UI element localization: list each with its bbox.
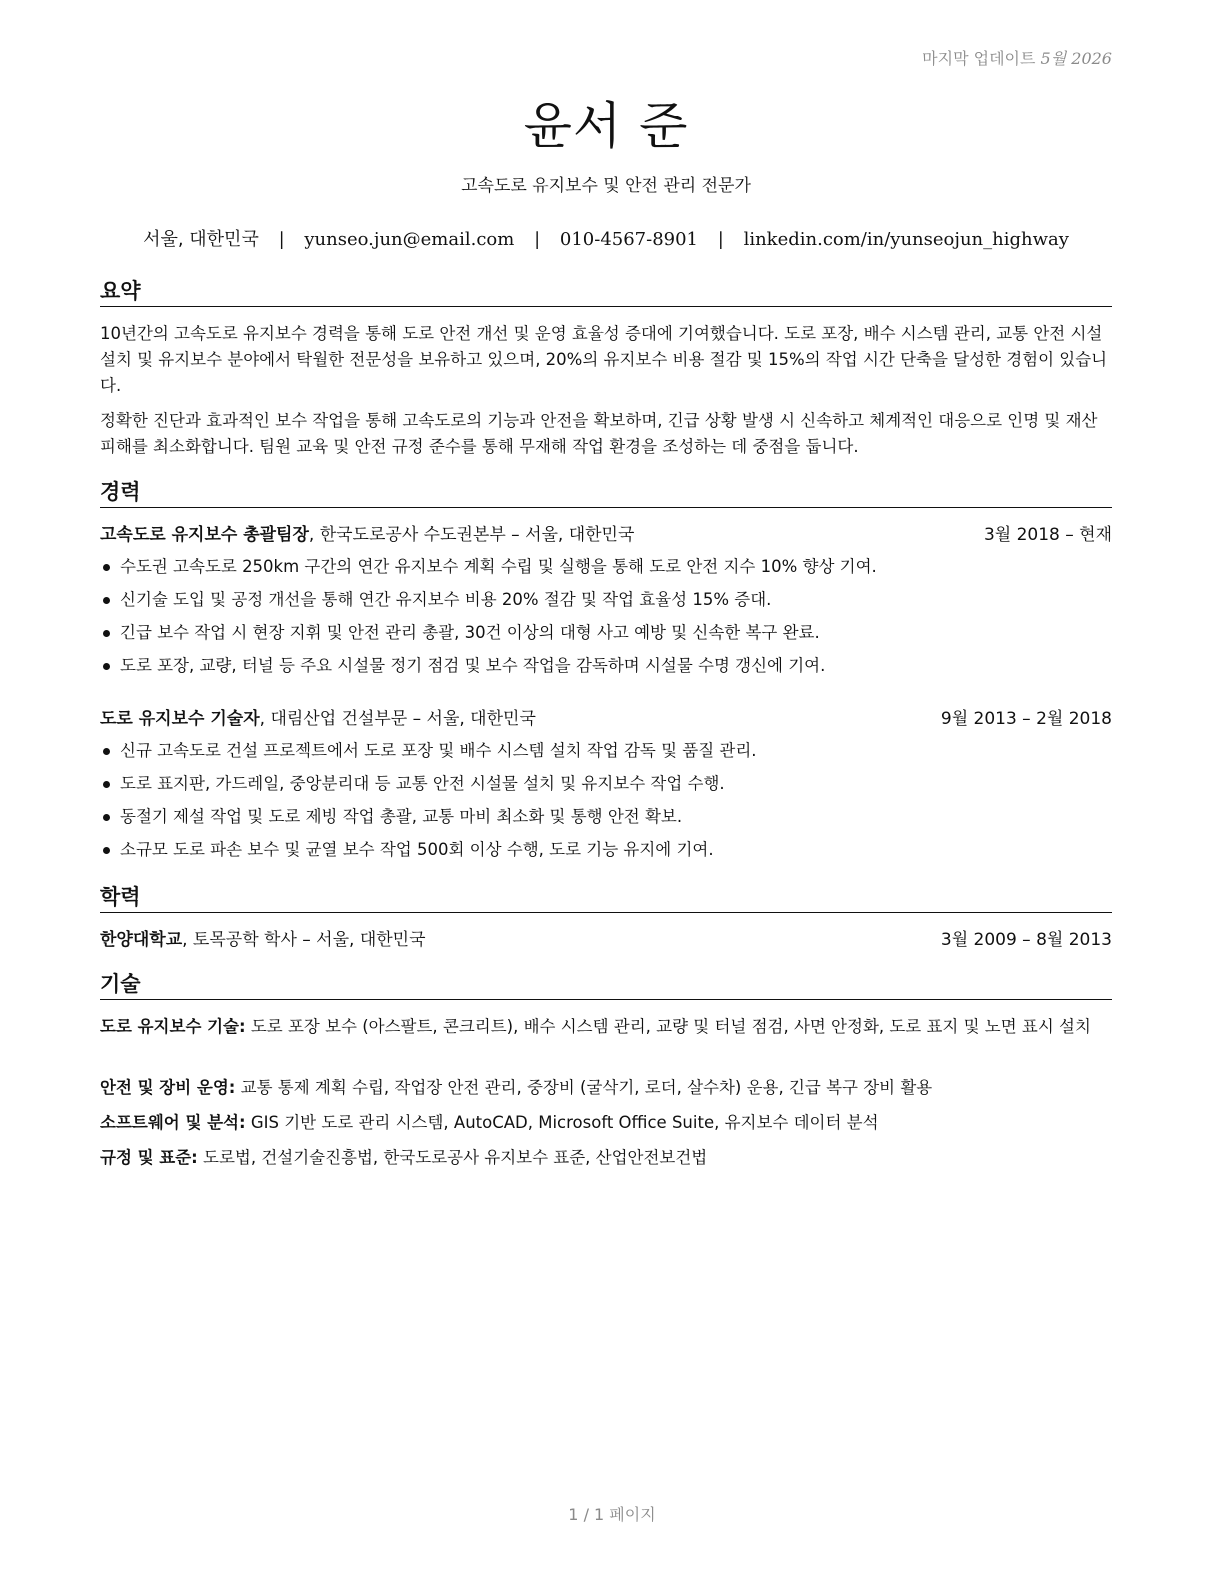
contact-line	[100, 225, 1112, 251]
bullet-icon	[103, 748, 110, 755]
job-bullet	[100, 800, 1112, 833]
job-bullet	[100, 767, 1112, 800]
job-role: 고속도로 유지보수 총괄팀장	[100, 525, 309, 545]
bullet-icon	[103, 781, 110, 788]
last-updated-label: 마지막 업데이트	[922, 49, 1036, 68]
contact-phone: 010-4567-8901	[559, 229, 699, 250]
job-org: , 한국도로공사 수도권본부 – 서울, 대한민국	[308, 525, 635, 545]
job-bullet	[100, 734, 1112, 767]
job-header	[100, 522, 1112, 548]
job-bullet	[100, 833, 1112, 866]
bullet-icon	[103, 564, 110, 571]
job-bullet	[100, 649, 1112, 682]
bullet-icon	[103, 847, 110, 854]
job-bullet-text: 수도권 고속도로 250km 구간의 연간 유지보수 계획 수립 및 실행을 통해 도로 안전 지수 10% 향상 기여.	[120, 557, 877, 576]
contact-separator: |	[534, 229, 541, 250]
last-updated-date: 5월 2026	[1040, 49, 1112, 68]
bullet-icon	[103, 663, 110, 670]
job-bullet-text: 도로 표지판, 가드레일, 중앙분리대 등 교통 안전 시설물 설치 및 유지보수 작업 수행.	[120, 774, 725, 793]
resume-page	[100, 0, 1112, 1584]
section-title-summary: 요약	[100, 277, 1112, 307]
education-dates: 3월 2009 – 8월 2013	[940, 930, 1112, 950]
job-bullet-text: 신기술 도입 및 공정 개선을 통해 연간 유지보수 비용 20% 절감 및 작업 효율성 15% 증대.	[120, 590, 772, 609]
section-title-education: 학력	[100, 883, 1112, 913]
candidate-headline: 고속도로 유지보수 및 안전 관리 전문가	[461, 176, 751, 196]
job-bullet-text: 소규모 도로 파손 보수 및 균열 보수 작업 500회 이상 수행, 도로 기능 유지에 기여.	[120, 840, 714, 859]
job-bullets	[100, 734, 1112, 866]
job-org: , 대림산업 건설부문 – 서울, 대한민국	[259, 709, 536, 729]
section-title-experience: 경력	[100, 478, 1112, 508]
contact-linkedin[interactable]: linkedin.com/in/yunseojun_highway	[743, 229, 1069, 250]
job-bullet-text: 신규 고속도로 건설 프로젝트에서 도로 포장 및 배수 시스템 설치 작업 감독 및 품질 관리.	[120, 741, 757, 760]
job-bullet	[100, 550, 1112, 583]
job-bullet-text: 동절기 제설 작업 및 도로 제빙 작업 총괄, 교통 마비 최소화 및 통행 안전 확보.	[120, 807, 683, 826]
job-bullet-text: 도로 포장, 교량, 터널 등 주요 시설물 정기 점검 및 보수 작업을 감독하며 시설물 수명 갱신에 기여.	[120, 656, 826, 675]
skill-item	[100, 1014, 1112, 1040]
skill-item	[100, 1145, 1112, 1171]
job-dates: 9월 2013 – 2월 2018	[940, 709, 1112, 729]
job-bullet-text: 긴급 보수 작업 시 현장 지휘 및 안전 관리 총괄, 30건 이상의 대형 사고 예방 및 신속한 복구 완료.	[120, 623, 820, 642]
contact-location: 서울, 대한민국	[143, 229, 259, 250]
job-bullet	[100, 583, 1112, 616]
summary-paragraph: 10년간의 고속도로 유지보수 경력을 통해 도로 안전 개선 및 운영 효율성 증대에 기여했습니다. 도로 포장, 배수 시스템 관리, 교통 안전 시설 설치 및 유지보수 분야에서 탁월한 전문성을 보유하고 있으며, 20%의 유지보수 비용 절감 및 15%의 작업 시간 단축을 달성한 경험이 있습니다.	[100, 324, 1108, 395]
skill-label: 안전 및 장비 운영:	[100, 1078, 236, 1097]
skill-value: 교통 통제 계획 수립, 작업장 안전 관리, 중장비 (굴삭기, 로더, 살수차) 운용, 긴급 복구 장비 활용	[235, 1078, 933, 1097]
skill-item	[100, 1075, 1112, 1101]
education-detail: , 토목공학 학사 – 서울, 대한민국	[182, 930, 426, 950]
bullet-icon	[103, 630, 110, 637]
bullet-icon	[103, 814, 110, 821]
section-title-skills: 기술	[100, 970, 1112, 1000]
contact-email[interactable]: yunseo.jun@email.com	[304, 229, 515, 250]
skill-value: 도로 포장 보수 (아스팔트, 콘크리트), 배수 시스템 관리, 교량 및 터널 점검, 사면 안정화, 도로 표지 및 노면 표시 설치	[245, 1017, 1091, 1036]
skill-value: 도로법, 건설기술진흥법, 한국도로공사 유지보수 표준, 산업안전보건법	[197, 1148, 708, 1167]
job-header	[100, 706, 1112, 732]
bullet-icon	[103, 597, 110, 604]
skill-item	[100, 1110, 1112, 1136]
skill-label: 소프트웨어 및 분석:	[100, 1113, 246, 1132]
skill-value: GIS 기반 도로 관리 시스템, AutoCAD, Microsoft Office Suite, 유지보수 데이터 분석	[245, 1113, 879, 1132]
contact-separator: |	[717, 229, 724, 250]
education-school: 한양대학교	[100, 930, 183, 950]
skill-label: 규정 및 표준:	[100, 1148, 198, 1167]
contact-separator: |	[278, 229, 285, 250]
job-bullets	[100, 550, 1112, 682]
page-number: 1 / 1 페이지	[568, 1505, 656, 1524]
education-entry	[100, 927, 1112, 953]
skill-label: 도로 유지보수 기술:	[100, 1017, 246, 1036]
job-dates: 3월 2018 – 현재	[983, 525, 1112, 545]
job-bullet	[100, 616, 1112, 649]
summary-paragraph: 정확한 진단과 효과적인 보수 작업을 통해 고속도로의 기능과 안전을 확보하며, 긴급 상황 발생 시 신속하고 체계적인 대응으로 인명 및 재산 피해를 최소화합니다. 팀원 교육 및 안전 규정 준수를 통해 무재해 작업 환경을 조성하는 데 중점을 둡니다.	[100, 411, 1098, 456]
last-updated	[922, 46, 1112, 69]
job-role: 도로 유지보수 기술자	[100, 709, 260, 729]
candidate-name: 윤서 준	[523, 97, 689, 155]
